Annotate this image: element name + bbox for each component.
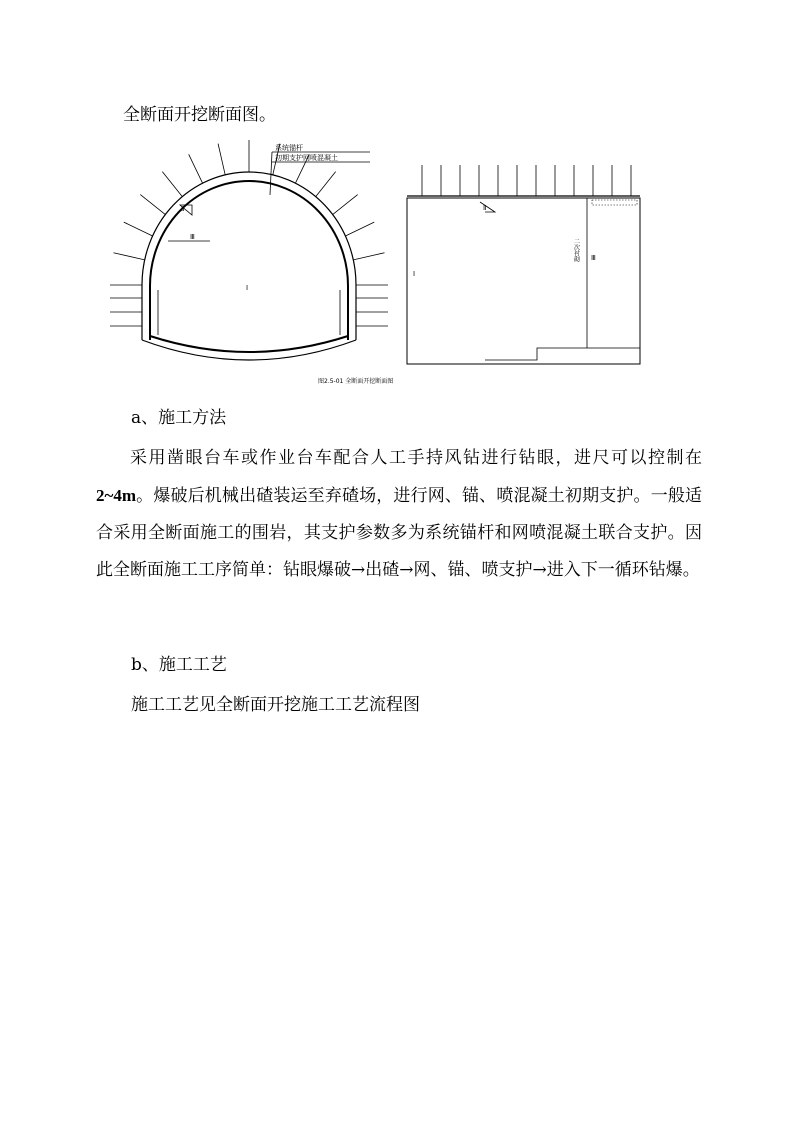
rock-bolt (218, 144, 225, 175)
section-a-title: a、施工方法 (131, 408, 227, 428)
section-outline (407, 198, 640, 364)
rock-bolt (316, 172, 336, 197)
vertical-bolts (422, 165, 631, 196)
side-label-three: Ⅲ (591, 254, 596, 262)
figure-caption: 图2.5-01 全断面开挖断面图 (318, 378, 394, 385)
section-b-title: b、施工工艺 (131, 655, 227, 675)
callout-text-1: 系统锚杆 (275, 144, 303, 152)
callout-text-2: 初期支护网喷混凝土 (275, 154, 338, 162)
rock-bolts (110, 140, 388, 326)
rock-bolt (353, 253, 384, 260)
outer-lining (142, 172, 356, 340)
tunnel-cross-section (110, 140, 388, 360)
section-a-text-1: 采用凿眼台车或作业台车配合人工手持风钻进行钻眼，进尺可以控制在 (130, 448, 702, 468)
section-a-paragraph (96, 440, 702, 589)
callout-leader (270, 152, 272, 195)
vertical-label: 二次衬砌 (572, 238, 580, 262)
invert-inner (150, 336, 348, 352)
section-b-paragraph: 施工工艺见全断面开挖施工工艺流程图 (131, 695, 420, 715)
floor-step (485, 348, 640, 360)
figure-heading: 全断面开挖断面图。 (123, 105, 276, 125)
side-label-one: Ⅰ (413, 270, 416, 278)
rock-bolt (189, 154, 203, 183)
rock-bolt (140, 195, 165, 215)
rock-bolt (345, 222, 374, 236)
rock-bolt (162, 172, 182, 197)
tunnel-longitudinal-section (407, 165, 640, 364)
side-label-two: Ⅱ (483, 204, 487, 212)
rock-bolt (333, 195, 358, 215)
shotcrete-band (592, 200, 637, 205)
rock-bolt (113, 253, 144, 260)
arch-label-one: Ⅰ (246, 284, 249, 292)
section-a-range: 2~4m (96, 486, 137, 505)
arch-label-three: Ⅲ (190, 233, 195, 241)
rock-bolt (124, 222, 153, 236)
arch-label-two: Ⅱ (181, 205, 185, 213)
section-a-text-2: 。爆破后机械出碴装运至弃碴场，进行网、锚、喷混凝土初期支护。一般适合采用全断面施工的围岩，其支护参数多为系统锚杆和网喷混凝土联合支护。因此全断面施工工序简单：钻眼爆破→出碴→网、锚、喷支护→进入下一循环钻爆。 (96, 486, 702, 580)
tunnel-section-figure (100, 140, 660, 390)
